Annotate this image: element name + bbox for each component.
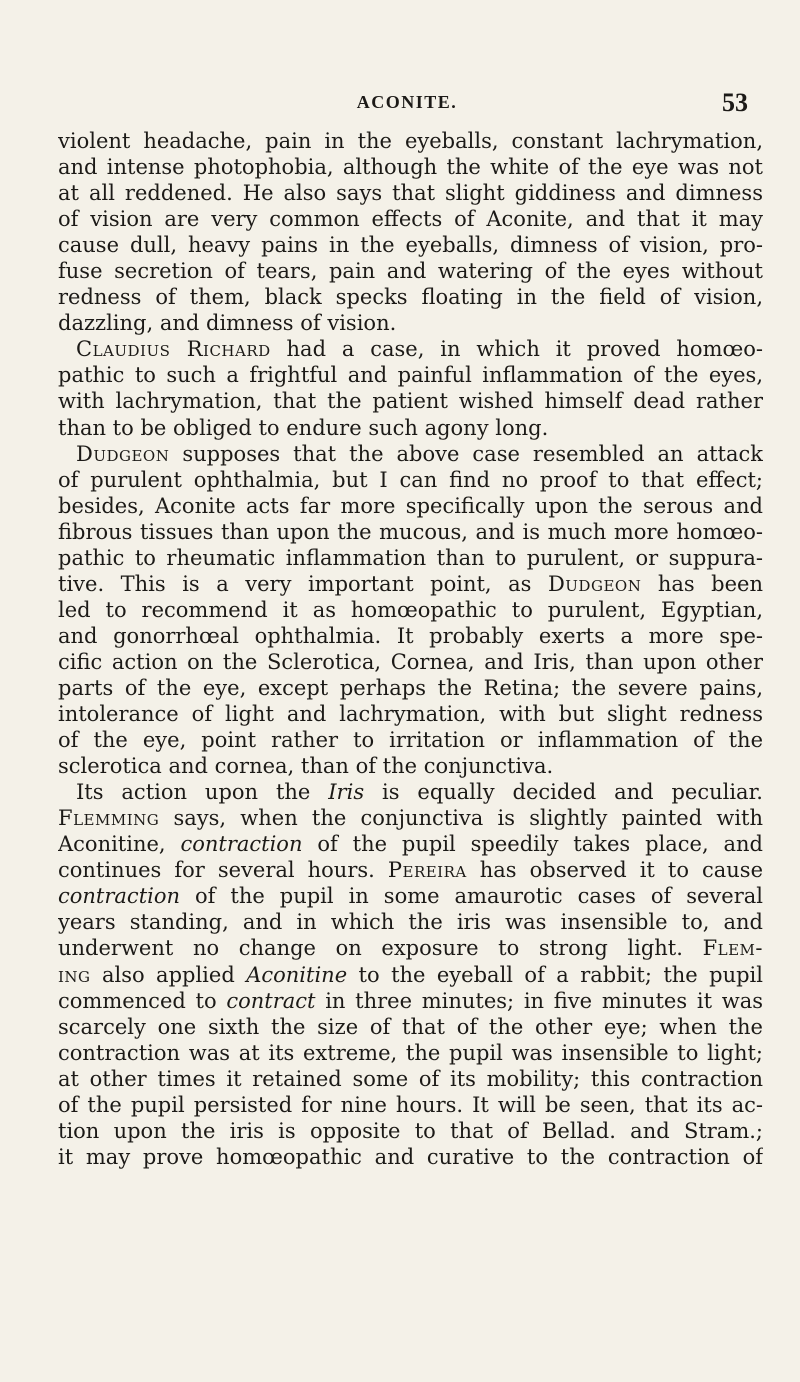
text-line: cause dull, heavy pains in the eyeballs, dimness of vision, pro- [58, 233, 763, 258]
text-line: commenced to contract in three minutes; in five minutes it was [58, 988, 763, 1013]
author-name: ing [58, 962, 91, 987]
text-line: tive. This is a very important point, as Dudgeon has been [58, 571, 763, 596]
text-line: of the eye, point rather to irritation or inflammation of the [58, 728, 763, 753]
text-line: underwent no change on exposure to strong light. Flem- [58, 936, 763, 961]
text-line: continues for several hours. Pereira has observed it to cause [58, 858, 763, 883]
text-line: pathic to rheumatic inflammation than to purulent, or suppura- [58, 545, 763, 570]
text-line: with lachrymation, that the patient wished himself dead rather [58, 389, 763, 414]
text-line: and intense photophobia, although the white of the eye was not [58, 155, 763, 180]
text-line: intolerance of light and lachrymation, with but slight redness [58, 702, 763, 727]
text-line: than to be obliged to endure such agony long. [58, 415, 549, 440]
text-line: redness of them, black specks floating in the field of vision, [58, 285, 763, 310]
text-line: at all reddened. He also says that slight giddiness and dimness [58, 181, 763, 206]
author-name: Dudgeon [76, 441, 170, 466]
italic-term: contraction [180, 832, 303, 857]
text-line: contraction was at its extreme, the pupil was insensible to light; [58, 1040, 763, 1065]
body-text [58, 128, 763, 1170]
text-line: years standing, and in which the iris was insensible to, and [58, 910, 763, 935]
text-line: contraction of the pupil in some amaurotic cases of several [58, 884, 763, 909]
text-line: sclerotica and cornea, than of the conjunctiva. [58, 754, 554, 779]
text-line: fibrous tissues than upon the mucous, and is much more homœo- [58, 519, 763, 544]
running-title: ACONITE. [356, 92, 458, 112]
text-line: at other times it retained some of its mobility; this contraction [58, 1066, 763, 1091]
author-name: Claudius Richard [76, 337, 271, 362]
text-line: and gonorrhœal ophthalmia. It probably exerts a more spe- [58, 623, 763, 648]
text-line: cific action on the Sclerotica, Cornea, and Iris, than upon other [58, 649, 763, 674]
text-line: besides, Aconite acts far more specifically upon the serous and [58, 493, 763, 518]
text-line: Aconitine, contraction of the pupil speedily takes place, and [58, 832, 763, 857]
running-head [58, 88, 756, 116]
italic-term: Iris [328, 780, 365, 805]
text-line: it may prove homœopathic and curative to the contraction of [58, 1144, 763, 1169]
text-line: fuse secretion of tears, pain and watering of the eyes without [58, 259, 763, 284]
italic-term: contract [226, 988, 316, 1013]
text-line: of the pupil persisted for nine hours. It will be seen, that its ac- [58, 1092, 763, 1117]
author-name: Flemming [58, 806, 160, 831]
text-line: Flemming says, when the conjunctiva is slightly painted with [58, 806, 763, 831]
italic-term: contraction [58, 884, 181, 909]
italic-term: Aconitine [246, 962, 348, 987]
page-number: 53 [722, 88, 748, 117]
text-line: violent headache, pain in the eyeballs, constant lachrymation, [58, 129, 763, 153]
author-name: Flem- [702, 936, 763, 961]
author-name: Pereira [387, 858, 467, 883]
text-line: led to recommend it as homœopathic to purulent, Egyptian, [58, 597, 763, 622]
text-line: of vision are very common effects of Aconite, and that it may [58, 207, 763, 232]
text-line: Dudgeon supposes that the above case resembled an attack [76, 441, 763, 466]
text-line: Its action upon the Iris is equally decided and peculiar. [76, 780, 763, 805]
text-line: parts of the eye, except perhaps the Retina; the severe pains, [58, 675, 763, 700]
text-line: dazzling, and dimness of vision. [58, 311, 397, 336]
text-line: of purulent ophthalmia, but I can find no proof to that effect; [58, 467, 763, 492]
text-line: ing also applied Aconitine to the eyeball of a rabbit; the pupil [58, 962, 763, 987]
text-line: scarcely one sixth the size of that of the other eye; when the [58, 1014, 763, 1039]
author-name: Dudgeon [547, 571, 642, 596]
text-line: pathic to such a frightful and painful inflammation of the eyes, [58, 363, 763, 388]
text-line: tion upon the iris is opposite to that of Bellad. and Stram.; [58, 1118, 763, 1143]
text-line: Claudius Richard had a case, in which it proved homœo- [76, 337, 763, 362]
